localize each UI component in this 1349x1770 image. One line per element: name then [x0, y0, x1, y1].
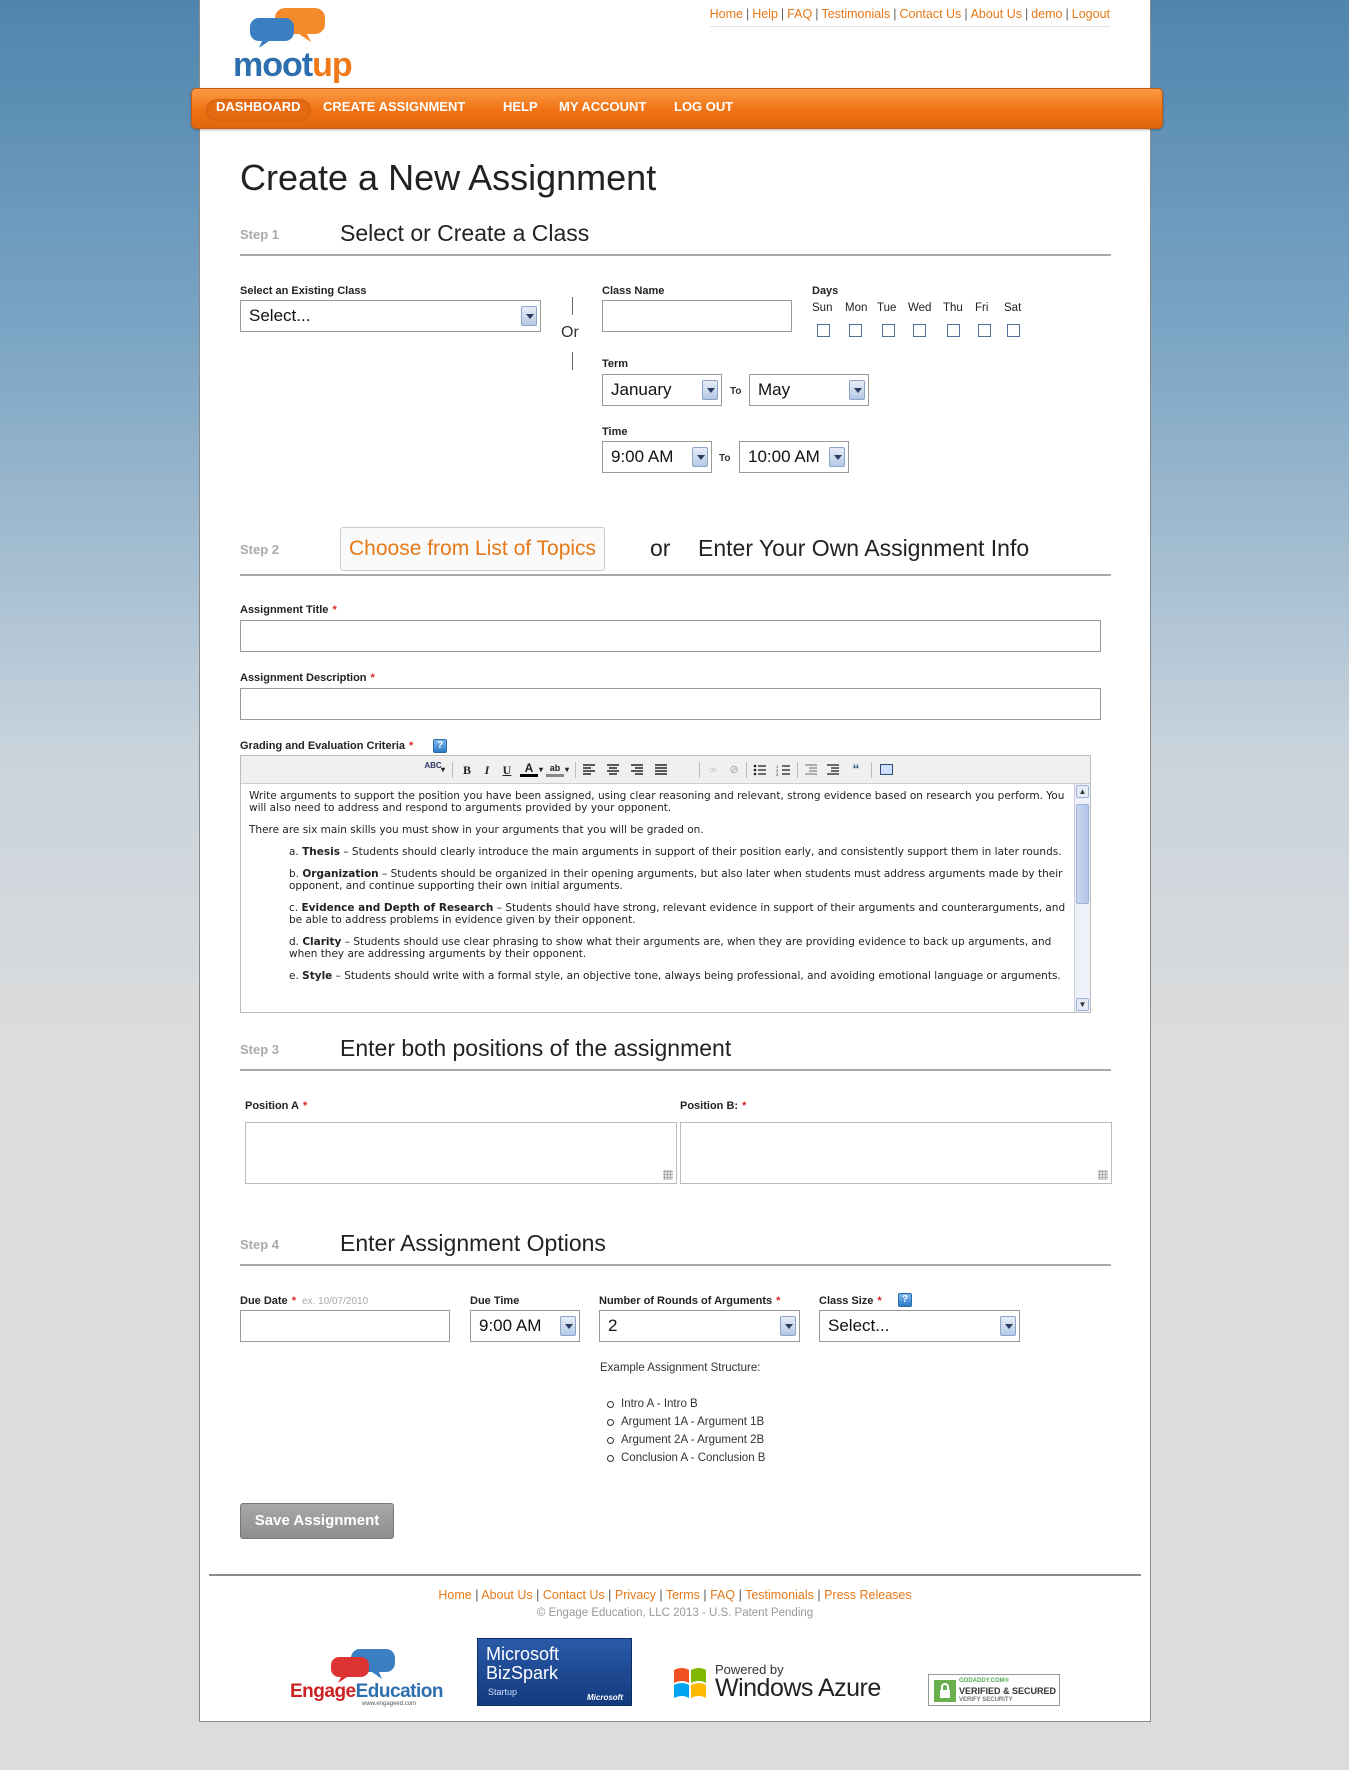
speech-bubbles-icon — [249, 6, 329, 48]
underline-icon[interactable]: U — [502, 763, 512, 777]
step2-number: Step 2 — [240, 542, 280, 557]
step1-title: Select or Create a Class — [340, 220, 590, 246]
toolbar-separator — [746, 762, 747, 778]
term-from-select[interactable]: January — [602, 374, 722, 406]
speech-bubbles-icon — [330, 1647, 400, 1683]
criteria-item-organization: b. Organization – Students should be organized in their opening arguments, but also later when students must address arguments made by their opponent, and continue supporting their own initial arguments. — [289, 868, 1063, 892]
font-color-icon[interactable]: A — [520, 761, 538, 777]
svg-text:3: 3 — [776, 772, 779, 777]
assignment-title-label: Assignment Title * — [240, 604, 337, 616]
chevron-down-icon[interactable]: ▾ — [538, 765, 543, 774]
position-a-label: Position A * — [245, 1100, 308, 1112]
nav-help[interactable]: HELP — [503, 99, 538, 114]
term-label: Term — [602, 358, 629, 370]
blockquote-icon[interactable]: “ — [852, 761, 860, 777]
day-checkbox-tue[interactable] — [882, 324, 895, 337]
chevron-down-icon — [1000, 1316, 1016, 1336]
svg-text:1: 1 — [776, 764, 779, 769]
existing-class-label: Select an Existing Class — [240, 285, 367, 297]
step4-title: Enter Assignment Options — [340, 1230, 606, 1256]
editor-content[interactable] — [249, 790, 1067, 1010]
chevron-down-icon[interactable]: ▾ — [440, 765, 445, 774]
scroll-up-icon[interactable]: ▲ — [1076, 785, 1089, 798]
step2-divider — [240, 574, 1111, 576]
highlight-color-icon[interactable]: ab — [546, 761, 564, 777]
main-nav — [191, 88, 1163, 129]
footer-link-contact[interactable]: Contact Us — [542, 1588, 605, 1602]
bizspark-badge[interactable] — [477, 1638, 632, 1706]
rounds-select[interactable]: 2 — [599, 1310, 800, 1342]
or-divider-top — [572, 297, 573, 315]
assignment-description-label: Assignment Description * — [240, 672, 375, 684]
bizspark-line-2: BizSpark — [486, 1663, 559, 1683]
nav-dashboard[interactable]: DASHBOARD — [206, 99, 311, 121]
list-item: Intro A - Intro B — [601, 1395, 765, 1413]
criteria-item-style: e. Style – Students should write with a formal style, an objective tone, always being professional, and avoiding emotional language or arguments. — [289, 970, 1061, 982]
chevron-down-icon[interactable]: ▾ — [564, 765, 569, 774]
position-a-textarea[interactable] — [245, 1122, 677, 1184]
example-structure-title: Example Assignment Structure: — [600, 1362, 761, 1374]
top-link-contact[interactable]: Contact Us — [899, 7, 962, 21]
chevron-down-icon — [780, 1316, 796, 1336]
copyright-text: © Engage Education, LLC 2013 - U.S. Patent Pending — [536, 1607, 814, 1619]
due-date-label: Due Date * ex. 10/07/2010 — [240, 1295, 369, 1307]
grading-criteria-label: Grading and Evaluation Criteria * — [240, 740, 414, 752]
bold-icon[interactable]: B — [462, 763, 471, 777]
page-title: Create a New Assignment — [240, 157, 657, 198]
scrollbar-thumb[interactable] — [1076, 804, 1089, 904]
footer-link-home[interactable]: Home — [438, 1588, 472, 1602]
godaddy-verified-badge[interactable] — [928, 1674, 1060, 1706]
rounds-label: Number of Rounds of Arguments * — [599, 1295, 781, 1307]
link-icon[interactable]: ∞ — [709, 764, 717, 776]
align-icons[interactable] — [581, 763, 677, 777]
footer-link-faq[interactable]: FAQ — [710, 1588, 736, 1602]
step1-divider — [240, 254, 1111, 256]
time-from-select[interactable]: 9:00 AM — [602, 441, 712, 473]
nav-my-account[interactable]: MY ACCOUNT — [559, 99, 647, 114]
toolbar-separator — [871, 762, 872, 778]
chevron-down-icon — [702, 380, 718, 400]
day-checkbox-fri[interactable] — [978, 324, 991, 337]
godaddy-line-3: VERIFY SECURITY — [959, 1697, 1013, 1703]
class-size-label: Class Size * — [819, 1295, 882, 1307]
list-item: Argument 1A - Argument 1B — [601, 1413, 765, 1431]
assignment-title-input[interactable] — [240, 620, 1101, 652]
windows-azure-badge[interactable] — [670, 1656, 885, 1704]
help-icon[interactable]: ? — [898, 1293, 912, 1307]
assignment-description-input[interactable] — [240, 688, 1101, 720]
term-to-label: To — [730, 386, 742, 397]
azure-line-1: Powered by — [715, 1662, 784, 1677]
nav-create-assignment[interactable]: CREATE ASSIGNMENT — [323, 99, 466, 114]
day-checkbox-sat[interactable] — [1007, 324, 1020, 337]
toolbar-separator — [797, 762, 798, 778]
top-link-user[interactable]: demo — [1031, 7, 1063, 21]
engage-logo-text: EngageEducation — [290, 1681, 443, 1702]
chevron-down-icon — [521, 306, 537, 326]
due-time-label: Due Time — [470, 1295, 520, 1307]
resize-grip-icon[interactable] — [663, 1170, 673, 1180]
rich-text-editor[interactable] — [240, 755, 1091, 1013]
criteria-item-clarity: d. Clarity – Students should use clear phrasing to show what their arguments are, when they are providing evidence to back up arguments, and when they are addressing arguments by their opponent. — [289, 936, 1052, 960]
footer-link-about[interactable]: About Us — [481, 1588, 533, 1602]
unlink-icon[interactable]: ⊘ — [729, 764, 739, 776]
top-link-testimonials[interactable]: Testimonials — [821, 7, 891, 21]
lock-icon — [934, 1680, 956, 1702]
day-checkbox-thu[interactable] — [947, 324, 960, 337]
choose-topics-button[interactable]: Choose from List of Topics — [340, 527, 605, 571]
footer-divider — [209, 1574, 1141, 1576]
list-item: Conclusion A - Conclusion B — [601, 1449, 765, 1467]
day-checkbox-mon[interactable] — [849, 324, 862, 337]
chevron-down-icon — [692, 447, 708, 467]
spellcheck-icon[interactable]: ABC — [424, 761, 442, 770]
logo-text: mootup — [233, 46, 352, 84]
time-label: Time — [602, 426, 628, 438]
due-date-input[interactable] — [240, 1310, 450, 1342]
top-link-help[interactable]: Help — [752, 7, 778, 21]
top-link-about[interactable]: About Us — [970, 7, 1022, 21]
bizspark-line-3: Startup — [488, 1687, 518, 1697]
position-b-textarea[interactable] — [680, 1122, 1112, 1184]
step4-divider — [240, 1264, 1111, 1266]
chevron-down-icon — [829, 447, 845, 467]
or-label: Or — [561, 324, 579, 341]
bizspark-line-1: Microsoft — [486, 1644, 560, 1664]
footer-links: Home | About Us | Contact Us | Privacy | Terms | FAQ | Testimonials | Press Releases — [438, 1588, 912, 1602]
editor-toolbar — [241, 756, 1090, 784]
day-label-sat: Sat — [1004, 302, 1022, 314]
help-icon[interactable]: ? — [433, 739, 447, 753]
save-assignment-button[interactable]: Save Assignment — [240, 1503, 394, 1539]
chevron-down-icon — [849, 380, 865, 400]
criteria-item-thesis: a. Thesis – Students should clearly introduce the main arguments in support of their position early, and consistently support them in later rounds. — [289, 846, 1062, 858]
day-label-tue: Tue — [877, 302, 897, 314]
criteria-item-evidence: c. Evidence and Depth of Research – Students should have strong, relevant evidence in support of their arguments and counterarguments, and be able to address problems in evidence given by their opponent. — [289, 902, 1066, 926]
editor-scrollbar[interactable] — [1074, 784, 1090, 1012]
time-to-label: To — [719, 453, 731, 464]
list-item: Argument 2A - Argument 2B — [601, 1431, 765, 1449]
chevron-down-icon — [560, 1316, 576, 1336]
nav-log-out[interactable]: LOG OUT — [674, 99, 734, 114]
footer-link-testimonials[interactable]: Testimonials — [745, 1588, 814, 1602]
day-label-mon: Mon — [845, 302, 868, 314]
svg-text:2: 2 — [776, 768, 779, 773]
html-source-icon[interactable] — [877, 761, 895, 779]
mootup-logo[interactable] — [233, 6, 352, 84]
scroll-down-icon[interactable]: ▼ — [1076, 998, 1089, 1011]
day-label-fri: Fri — [975, 302, 989, 314]
top-link-home[interactable]: Home — [709, 7, 743, 21]
day-checkbox-sun[interactable] — [817, 324, 830, 337]
criteria-paragraph-1: Write arguments to support the position you have been assigned, using clear reasoning and relevant, strong evidence based on research you perform. You will also need to address and respond to arguments provided by your opponent. — [249, 790, 1065, 814]
top-link-faq[interactable]: FAQ — [787, 7, 813, 21]
toolbar-separator — [452, 762, 453, 778]
term-to-select[interactable]: May — [749, 374, 869, 406]
top-links: Home | Help | FAQ | Testimonials | Contact Us | About Us | demo | Logout — [710, 7, 1110, 27]
step3-title: Enter both positions of the assignment — [340, 1035, 732, 1061]
page-container — [199, 0, 1151, 1722]
toolbar-separator — [699, 762, 700, 778]
existing-class-select[interactable]: Select... — [240, 300, 541, 332]
italic-icon[interactable]: I — [484, 763, 490, 777]
day-label-wed: Wed — [908, 302, 932, 314]
class-name-input[interactable] — [602, 300, 792, 332]
days-label: Days — [812, 285, 839, 297]
azure-line-2: Windows Azure — [715, 1674, 881, 1702]
day-label-sun: Sun — [812, 302, 833, 314]
bizspark-microsoft: Microsoft — [587, 1693, 623, 1702]
due-time-select[interactable]: 9:00 AM — [470, 1310, 580, 1342]
top-link-logout[interactable]: Logout — [1071, 7, 1110, 21]
step3-divider — [240, 1069, 1111, 1071]
footer-link-terms[interactable]: Terms — [665, 1588, 700, 1602]
step1-number: Step 1 — [240, 227, 280, 242]
time-to-select[interactable]: 10:00 AM — [739, 441, 849, 473]
class-size-select[interactable]: Select... — [819, 1310, 1020, 1342]
position-b-label: Position B: * — [680, 1100, 747, 1112]
godaddy-line-2: VERIFIED & SECURED — [959, 1686, 1057, 1696]
resize-grip-icon[interactable] — [1098, 1170, 1108, 1180]
enter-own-info-tab[interactable]: Enter Your Own Assignment Info — [698, 535, 1030, 561]
step2-or: or — [650, 535, 671, 561]
day-checkbox-wed[interactable] — [913, 324, 926, 337]
step3-number: Step 3 — [240, 1042, 280, 1057]
engage-education-logo[interactable] — [290, 1647, 445, 1707]
footer-link-privacy[interactable]: Privacy — [614, 1588, 656, 1602]
indent-icons[interactable] — [803, 763, 843, 777]
windows-flag-icon — [670, 1662, 710, 1702]
list-icons[interactable] — [752, 763, 792, 777]
godaddy-line-1: GODADDY.COM® — [959, 1678, 1010, 1684]
engage-logo-url: www.engageed.com — [362, 1701, 417, 1707]
or-divider-bottom — [572, 352, 573, 370]
footer-link-press[interactable]: Press Releases — [824, 1588, 912, 1602]
criteria-paragraph-2: There are six main skills you must show in your arguments that you will be graded on. — [249, 824, 704, 836]
day-label-thu: Thu — [943, 302, 963, 314]
toolbar-separator — [575, 762, 576, 778]
step4-number: Step 4 — [240, 1237, 280, 1252]
example-structure-list — [601, 1395, 765, 1467]
class-name-label: Class Name — [602, 285, 665, 297]
